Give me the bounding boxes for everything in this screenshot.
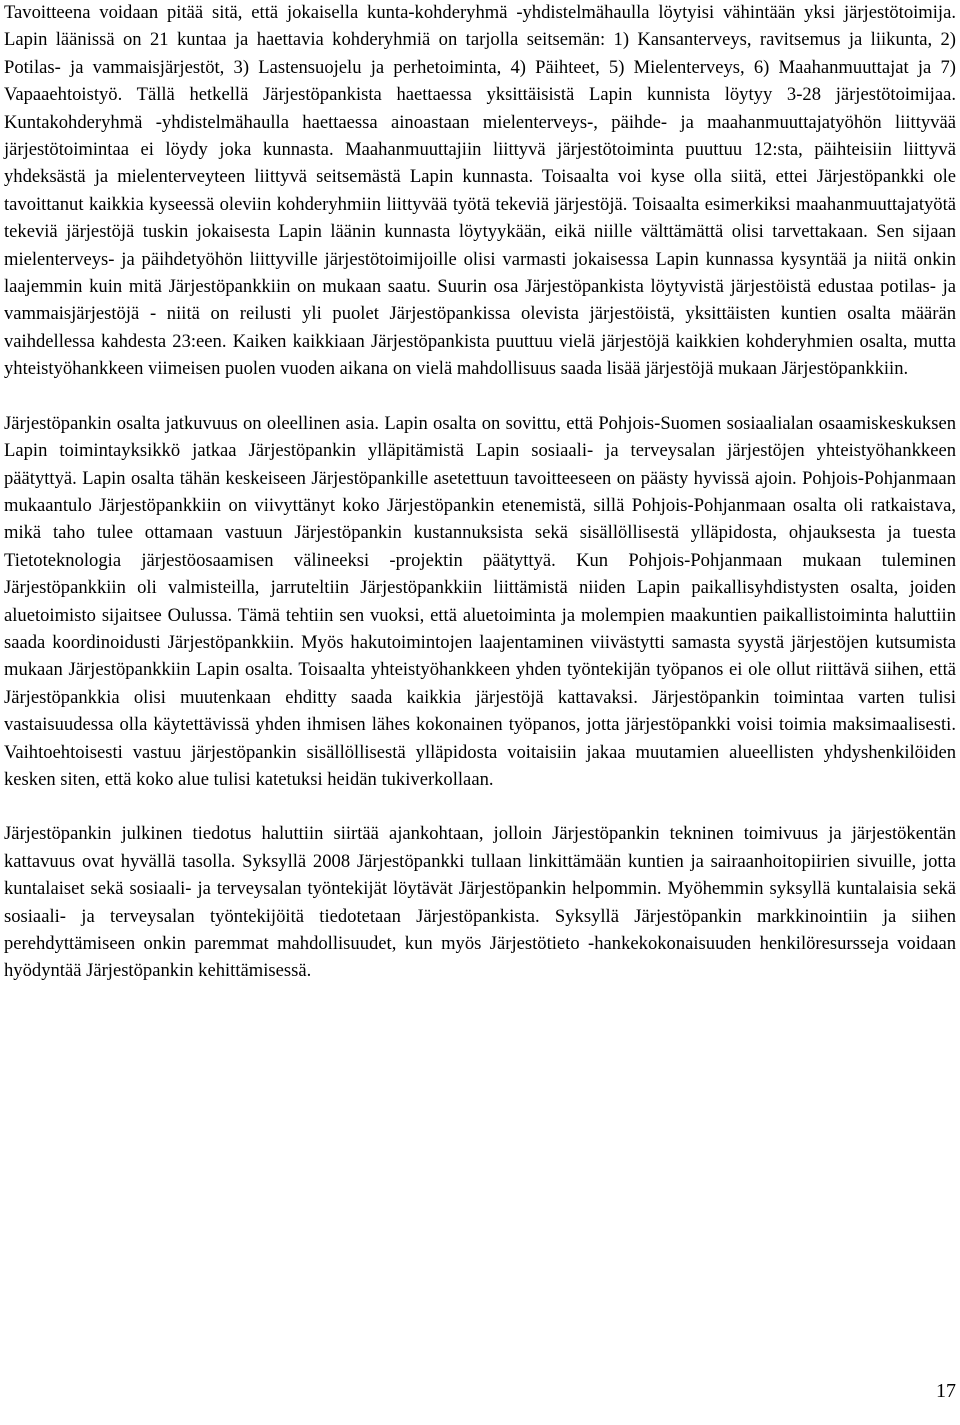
paragraph-continuity: Järjestöpankin osalta jatkuvuus on oleellinen asia. Lapin osalta on sovittu, että Pohjois-Suomen sosiaalialan osaamiskeskuksen Lapin toimintayksikkö jatkaa Järjestöpankin ylläpitämistä Lapin sosiaali- ja terveysalan järjestöjen yhteistyöhankkeen päätyttyä. Lapin osalta tähän keskeiseen Järjestöpankille asetettuun tavoitteeseen on päästy hyvissä ajoin. Pohjois-Pohjanmaan mukaantulo Järjestöpankkiin on viivyttänyt koko Järjestöpankin etenemistä, sillä Pohjois-Pohjanmaan osalta oli ratkaistava, mikä taho tulee ottamaan vastuun Järjestöpankin kustannuksista sekä sisällöllisestä ylläpidosta, ohjauksesta ja tuesta Tietoteknologia järjestöosaamisen välineeksi -projektin päätyttyä. Kun Pohjois-Pohjanmaan mukaan tuleminen Järjestöpankkiin oli valmisteilla, jarruteltiin Järjestöpankkiin liittämistä niiden Lapin paikallisyhdistysten osalta, joiden aluetoimisto sijaitsee Oulussa. Tämä tehtiin sen vuoksi, että aluetoiminta ja molempien maakuntien paikallistoiminta haluttiin saada koordinoidusti Järjestöpankkiin. Myös hakutoimintojen laajentaminen viivästytti samasta syystä järjestöjen kutsumista mukaan Järjestöpankkiin Lapin osalta. Toisaalta yhteistyöhankkeen yhden työntekijän työpanos ei ole ollut riittävä siihen, että Järjestöpankkia olisi muutenkaan ehditty saada kaikkia järjestöjä kattavaksi. Järjestöpankin toimintaa varten tulisi vastaisuudessa olla käytettävissä yhden ihmisen lähes kokonainen työpanos, jotta järjestöpankki voisi toimia maksimaalisesti. Vaihtoehtoisesti vastuu järjestöpankin sisällöllisestä ylläpidosta voitaisiin jakaa muutamien alueellisten yhdyshenkilöiden kesken siten, että koko alue tulisi katetuksi heidän tukiverkollaan. (4, 412, 956, 790)
paragraph-coverage: Tavoitteena voidaan pitää sitä, että jokaisella kunta-kohderyhmä -yhdistelmähaulla löytyisi vähintään yksi järjestötoimija. Lapin läänissä on 21 kuntaa ja haettavia kohderyhmiä on tarjolla seitsemän: 1) Kansanterveys, ravitsemus ja liikunta, 2) Potilas- ja vammaisjärjestöt, 3) Lastensuojelu ja perhetoiminta, 4) Päihteet, 5) Mielenterveys, 6) Maahanmuuttajat ja 7) Vapaaehtoistyö. Tällä hetkellä Järjestöpankista haettaessa yksittäisistä Lapin kunnista löytyy 3-28 järjestötoimijaa. Kuntakohderyhmä -yhdistelmähaulla haettaessa ainoastaan mielenterveys-, päihde- ja maahanmuuttajatyöhön liittyvää järjestötoimintaa ei löydy joka kunnasta. Maahanmuuttajiin liittyvä järjestötoiminta puuttuu 12:sta, päihteisiin liittyvä yhdeksästä ja mielenterveyteen liittyvä seitsemästä Lapin kunnasta. Toisaalta voi kyse olla siitä, ettei Järjestöpankki ole tavoittanut kaikkia kyseessä oleviin kohderyhmiin liittyvää työtä tekeviä järjestöjä. Toisaalta esimerkiksi maahanmuuttajatyötä tekeviä järjestöjä tuskin jokaisesta Lapin läänin kunnasta löytyykään, eikä niille välttämättä olisi tarvettakaan. Sen sijaan mielenterveys- ja päihdetyöhön liittyville järjestötoimijoille olisi varmasti jokaisessa Lapin kunnassa kysyntää ja niitä onkin laajemmin kuin mitä Järjestöpankkiin on mukaan saatu. Suurin osa Järjestöpankista löytyvistä järjestöistä edustaa potilas- ja vammaisjärjestöjä - niitä on reilusti yli puolet Järjestöpankissa olevista järjestöistä, yksittäisten kuntien osalta määrän vaihdellessa kahdesta 23:een. Kaiken kaikkiaan Järjestöpankista puuttuu vielä järjestöjä kaikkien kohderyhmien osalta, mutta yhteistyöhankkeen viimeisen puolen vuoden aikana on vielä mahdollisuus saada lisää järjestöjä mukaan Järjestöpankkiin. (4, 2, 956, 380)
document-body (4, 0, 956, 1012)
paragraph-communication: Järjestöpankin julkinen tiedotus haluttiin siirtää ajankohtaan, jolloin Järjestöpankin tekninen toimivuus ja järjestökentän kattavuus ovat hyvällä tasolla. Syksyllä 2008 Järjestöpankki tullaan linkittämään kuntien ja sairaanhoitopiirien sivuille, jotta kuntalaiset sekä sosiaali- ja terveysalan työntekijät löytävät Järjestöpankin helpommin. Myöhemmin syksyllä kuntalaisia sekä sosiaali- ja terveysalan työntekijöitä tiedotetaan Järjestöpankista. Syksyllä Järjestöpankin markkinointiin ja siihen perehdyttämiseen onkin paremmat mahdollisuudet, kun myös Järjestötieto -hankekokonaisuuden henkilöresursseja voidaan hyödyntää Järjestöpankin kehittämisessä. (4, 823, 956, 982)
page-number: 17 (936, 1380, 956, 1402)
